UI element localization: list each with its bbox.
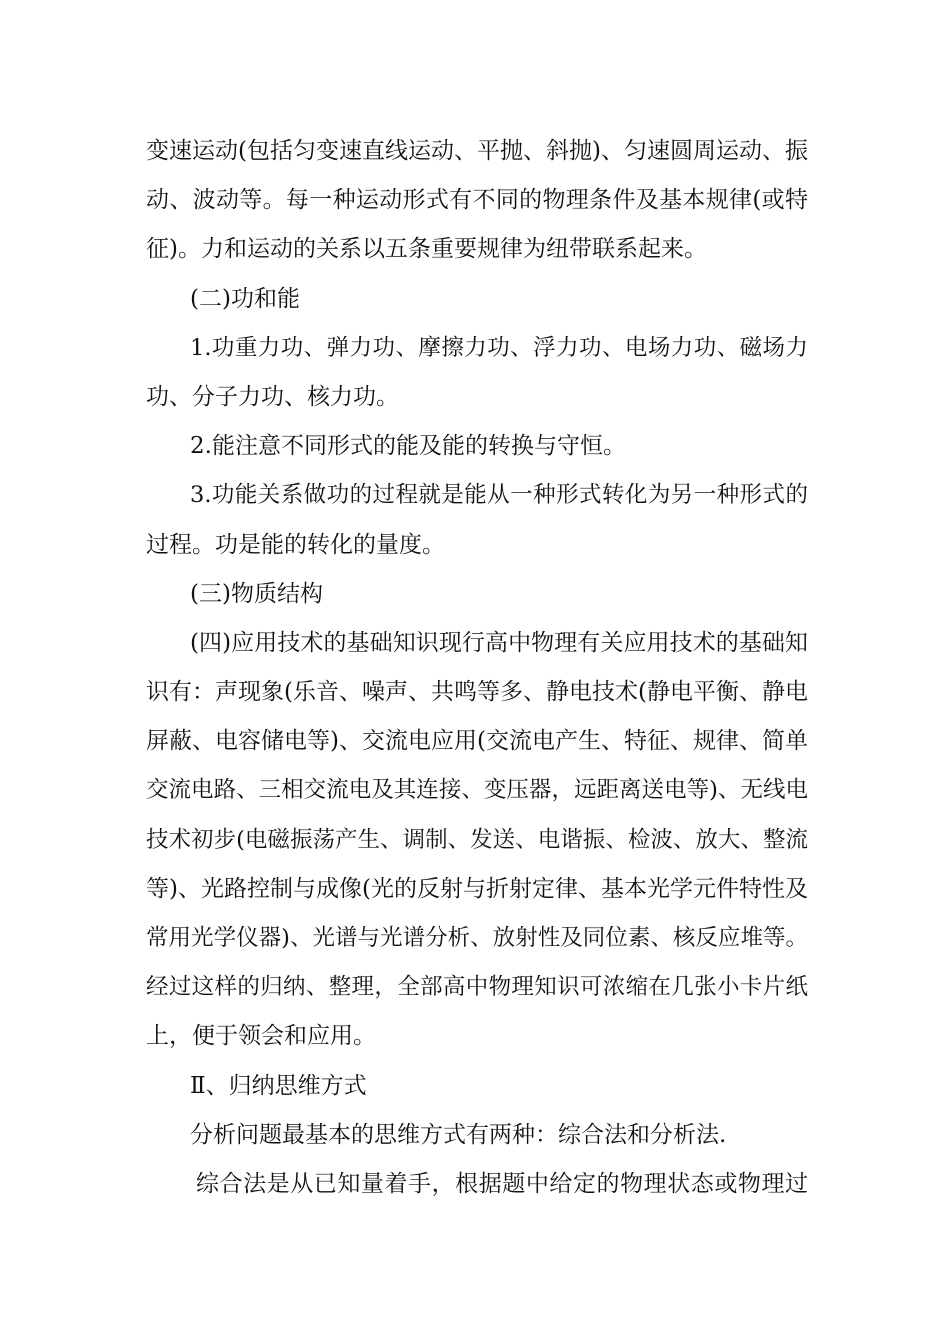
text-line: 屏蔽、电容储电等)、交流电应用(交流电产生、特征、规律、简单 (146, 728, 808, 755)
text-line: 2.能注意不同形式的能及能的转换与守恒。 (190, 433, 626, 460)
text-line: (四)应用技术的基础知识现行高中物理有关应用技术的基础知 (190, 629, 808, 656)
text-line: 交流电路、三相交流电及其连接、变压器，远距离送电等)、无线电 (146, 777, 808, 804)
text-line: 经过这样的归纳、整理，全部高中物理知识可浓缩在几张小卡片纸 (146, 974, 808, 1001)
section-heading: (二)功和能 (190, 285, 300, 312)
text-line: 上，便于领会和应用。 (146, 1023, 376, 1050)
text-line: 分析问题最基本的思维方式有两种：综合法和分析法. (190, 1121, 727, 1148)
text-line: 变速运动(包括匀变速直线运动、平抛、斜抛)、匀速圆周运动、振 (146, 138, 808, 164)
text-line: 技术初步(电磁振荡产生、调制、发送、电谐振、检波、放大、整流 (146, 826, 808, 853)
text-line: 识有：声现象(乐音、噪声、共鸣等多、静电技术(静电平衡、静电 (146, 679, 808, 706)
text-line: 功、分子力功、核力功。 (146, 383, 399, 410)
text-line: 等)、光路控制与成像(光的反射与折射定律、基本光学元件特性及 (146, 875, 808, 902)
document-body (146, 127, 808, 1209)
text-line: 综合法是从已知量着手，根据题中给定的物理状态或物理过 (196, 1170, 808, 1197)
text-line: 征)。力和运动的关系以五条重要规律为纽带联系起来。 (146, 236, 707, 263)
text-line: 过程。功是能的转化的量度。 (146, 531, 445, 558)
section-heading: Ⅱ、归纳思维方式 (190, 1072, 367, 1099)
text-line: 3.功能关系做功的过程就是能从一种形式转化为另一种形式的 (190, 482, 808, 509)
section-heading: (三)物质结构 (190, 580, 323, 607)
text-line: 动、波动等。每一种运动形式有不同的物理条件及基本规律(或特 (146, 187, 808, 214)
text-line: 1.功重力功、弹力功、摩擦力功、浮力功、电场力功、磁场力 (190, 334, 808, 361)
text-line: 常用光学仪器)、光谱与光谱分析、放射性及同位素、核反应堆等。 (146, 925, 808, 951)
